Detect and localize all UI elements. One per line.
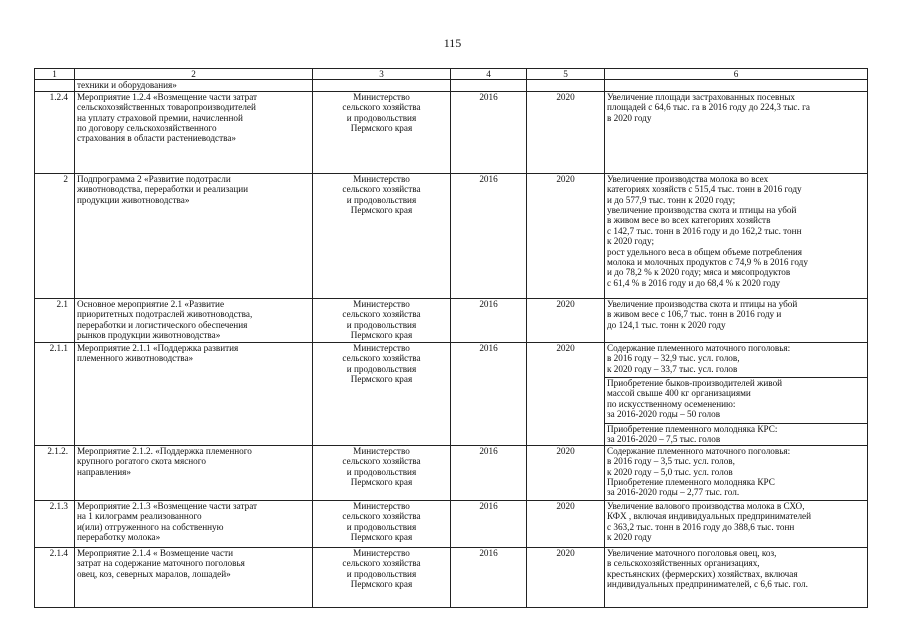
cell-line: Подпрограмма 2 «Развитие подотрасли bbox=[77, 173, 231, 184]
table-row bbox=[35, 342, 868, 445]
cell-line: увеличение производства скота и птицы на убой bbox=[607, 205, 797, 216]
cell-line: Пермского края bbox=[350, 374, 413, 385]
cell-line: Мероприятие 2.1.3 «Возмещение части затрат bbox=[77, 500, 258, 511]
cell-line: Министерство bbox=[353, 500, 410, 511]
cell-line: Увеличение площади застрахованных посевных bbox=[607, 91, 796, 102]
cell-line: с 61,4 % в 2016 году и до 68,4 % к 2020 году bbox=[607, 277, 781, 288]
row-organization bbox=[313, 342, 451, 445]
cell-line: племенного животноводства» bbox=[77, 353, 194, 364]
cell-line: в живом весе с 106,7 тыс. тонн в 2016 году и bbox=[607, 309, 782, 320]
row-name bbox=[75, 445, 313, 500]
row-name bbox=[75, 547, 313, 607]
cell-line: Увеличение производства скота и птицы на убой bbox=[607, 298, 798, 309]
row-organization bbox=[313, 91, 451, 173]
cell-line: за 2016-2020 – 7,5 тыс. голов bbox=[607, 434, 721, 445]
cell-line: овец, коз, северных маралов, лошадей» bbox=[77, 568, 231, 579]
cell-line: сельского хозяйства bbox=[342, 102, 421, 113]
row-start-year: 2016 bbox=[451, 500, 527, 547]
row-end-year: 2020 bbox=[527, 500, 605, 547]
row-start-year: 2016 bbox=[451, 91, 527, 173]
row-organization bbox=[313, 173, 451, 298]
row-end-year: 2020 bbox=[527, 298, 605, 342]
cell-line: Мероприятие 1.2.4 «Возмещение части затрат bbox=[77, 91, 258, 102]
row-organization bbox=[313, 298, 451, 342]
cell-line: сельского хозяйства bbox=[342, 456, 421, 467]
row-code: 2 bbox=[35, 173, 75, 298]
cell-line: рост удельного веса в общем объеме потребления bbox=[607, 246, 803, 257]
row-name bbox=[75, 500, 313, 547]
cell-line: в живом весе во всех категориях хозяйств bbox=[607, 215, 771, 226]
cell-line: сельского хозяйства bbox=[342, 309, 421, 320]
row-result bbox=[605, 173, 868, 298]
program-table bbox=[34, 68, 868, 608]
cell-line: к 2020 году; bbox=[607, 236, 654, 247]
cell-line: Пермского края bbox=[350, 532, 413, 543]
row-result bbox=[605, 298, 868, 342]
cell-line: к 2020 году – 5,0 тыс. усл. голов bbox=[607, 466, 733, 477]
cell-line: площадей с 64,6 тыс. га в 2016 году до 224,3 тыс. га bbox=[607, 102, 810, 113]
row-start-year: 2016 bbox=[451, 342, 527, 445]
header-cell: 6 bbox=[605, 69, 868, 80]
cell-line: Пермского края bbox=[350, 330, 413, 341]
cell-line: Приобретение племенного молодняка КРС bbox=[607, 477, 775, 488]
row-code: 2.1.4 bbox=[35, 547, 75, 607]
cell-line: Увеличение производства молока во всех bbox=[607, 173, 769, 184]
cell-line: и до 78,2 % к 2020 году; мяса и мясопродуктов bbox=[607, 267, 791, 278]
cell-line: Пермского края bbox=[350, 123, 413, 134]
row-code: 2.1 bbox=[35, 298, 75, 342]
cell-line: Министерство bbox=[353, 342, 410, 353]
cell-line: Пермского края bbox=[350, 205, 413, 216]
result-block bbox=[607, 92, 865, 123]
cell-line: в 2020 году bbox=[607, 112, 652, 123]
cell-line: Приобретение быков-производителей живой bbox=[607, 378, 783, 389]
cell-line: за 2016-2020 годы – 50 голов bbox=[607, 409, 721, 420]
row-name bbox=[75, 173, 313, 298]
cell-line: Министерство bbox=[353, 547, 410, 558]
continuation-row bbox=[35, 80, 868, 91]
cell-line: категориях хозяйств с 515,4 тыс. тонн в 2016 году bbox=[607, 184, 802, 195]
row-name bbox=[75, 298, 313, 342]
row-result bbox=[605, 91, 868, 173]
row-end-year: 2020 bbox=[527, 91, 605, 173]
table-row bbox=[35, 445, 868, 500]
cell-line: сельского хозяйства bbox=[342, 184, 421, 195]
cell-line: Содержание племенного маточного поголовья: bbox=[607, 342, 791, 353]
table-row bbox=[35, 547, 868, 607]
row-code: 1.2.4 bbox=[35, 91, 75, 173]
cell-line: в 2016 году – 32,9 тыс. усл. голов, bbox=[607, 353, 740, 364]
cell-line: на 1 килограмм реализованного bbox=[77, 511, 202, 522]
result-block bbox=[605, 377, 867, 420]
cell-line: и продовольствия bbox=[346, 112, 417, 123]
row-name bbox=[75, 342, 313, 445]
row-organization bbox=[313, 500, 451, 547]
cell-line: в 2016 году – 3,5 тыс. усл. голов, bbox=[607, 456, 735, 467]
cell-line: и продовольствия bbox=[346, 363, 417, 374]
row-organization bbox=[313, 445, 451, 500]
result-block bbox=[607, 299, 865, 330]
cell-line: рынков продукции животноводства» bbox=[77, 330, 221, 341]
page-number: 115 bbox=[443, 36, 462, 50]
cell-line: к 2020 году bbox=[607, 532, 652, 543]
cell-line: и продовольствия bbox=[346, 568, 417, 579]
header-cell: 5 bbox=[527, 69, 605, 80]
cell-line: Содержание племенного маточного поголовья: bbox=[607, 445, 791, 456]
row-end-year: 2020 bbox=[527, 342, 605, 445]
row-organization bbox=[313, 547, 451, 607]
result-block bbox=[607, 343, 865, 374]
table-row bbox=[35, 298, 868, 342]
header-cell: 2 bbox=[75, 69, 313, 80]
table-row bbox=[35, 173, 868, 298]
header-row bbox=[35, 69, 868, 80]
cell-line: до 124,1 тыс. тонн к 2020 году bbox=[607, 319, 726, 330]
cell-line: животноводства, переработки и реализации bbox=[77, 184, 249, 195]
cell-line: Мероприятие 2.1.4 « Возмещение части bbox=[77, 547, 234, 558]
result-block bbox=[605, 423, 867, 445]
cell-line: в сельскохозяйственных организациях, bbox=[607, 558, 760, 569]
header-cell: 1 bbox=[35, 69, 75, 80]
result-block bbox=[607, 548, 865, 590]
cell-line: Увеличение маточного поголовья овец, коз, bbox=[607, 547, 777, 558]
cell-line: молока и молочных продуктов с 74,9 % в 2016 году bbox=[607, 257, 808, 268]
cell-line: массой свыше 400 кг организациями bbox=[607, 388, 751, 399]
cell-line: по искусственному осеменению: bbox=[607, 398, 736, 409]
cell-line: и продовольствия bbox=[346, 521, 417, 532]
cell-line: Основное мероприятие 2.1 «Развитие bbox=[77, 298, 225, 309]
row-end-year: 2020 bbox=[527, 445, 605, 500]
row-start-year: 2016 bbox=[451, 298, 527, 342]
cell-line: сельского хозяйства bbox=[342, 353, 421, 364]
result-block bbox=[607, 446, 865, 498]
result-block bbox=[607, 174, 865, 288]
cell-line: и продовольствия bbox=[346, 194, 417, 205]
row-code: 2.1.2. bbox=[35, 445, 75, 500]
cell-line: крестьянских (фермерских) хозяйствах, включая bbox=[607, 568, 798, 579]
header-cell: 4 bbox=[451, 69, 527, 80]
cell-line: приоритетных подотраслей животноводства, bbox=[77, 309, 253, 320]
row-code: 2.1.1 bbox=[35, 342, 75, 445]
cell-line: страхования в области растениеводства» bbox=[77, 133, 237, 144]
row-start-year: 2016 bbox=[451, 445, 527, 500]
cell-line: продукции животноводства» bbox=[77, 194, 190, 205]
cell-line: Министерство bbox=[353, 298, 410, 309]
cell-line: Увеличение валового производства молока в СХО, bbox=[607, 500, 805, 511]
cell-line: и продовольствия bbox=[346, 319, 417, 330]
cell-line: сельского хозяйства bbox=[342, 511, 421, 522]
row-start-year: 2016 bbox=[451, 547, 527, 607]
cell-line: и до 577,9 тыс. тонн к 2020 году; bbox=[607, 194, 736, 205]
row-result bbox=[605, 500, 868, 547]
cell-line: за 2016-2020 годы – 2,77 тыс. гол. bbox=[607, 487, 740, 498]
cell-line: Мероприятие 2.1.2. «Поддержка племенного bbox=[77, 445, 252, 456]
continuation-text: техники и оборудования» bbox=[75, 80, 313, 91]
row-start-year: 2016 bbox=[451, 173, 527, 298]
row-code: 2.1.3 bbox=[35, 500, 75, 547]
row-result bbox=[605, 445, 868, 500]
cell-line: Пермского края bbox=[350, 477, 413, 488]
result-block bbox=[607, 501, 865, 543]
cell-line: переработку молока» bbox=[77, 532, 161, 543]
row-end-year: 2020 bbox=[527, 173, 605, 298]
table-row bbox=[35, 500, 868, 547]
cell-line: с 363,2 тыс. тонн в 2016 году до 388,6 тыс. тонн bbox=[607, 521, 795, 532]
cell-line: Министерство bbox=[353, 173, 410, 184]
row-end-year: 2020 bbox=[527, 547, 605, 607]
cell-line: Пермского края bbox=[350, 579, 413, 590]
cell-line: направления» bbox=[77, 466, 131, 477]
cell-line: Министерство bbox=[353, 445, 410, 456]
header-cell: 3 bbox=[313, 69, 451, 80]
cell-line: индивидуальных предпринимателей, с 6,6 тыс. гол. bbox=[607, 579, 808, 590]
cell-line: Мероприятие 2.1.1 «Поддержка развития bbox=[77, 342, 239, 353]
cell-line: Министерство bbox=[353, 91, 410, 102]
row-result bbox=[605, 547, 868, 607]
cell-line: КФХ , включая индивидуальных предпринимателей bbox=[607, 511, 812, 522]
row-result bbox=[605, 342, 868, 445]
cell-line: с 142,7 тыс. тонн в 2016 году и до 162,2 тыс. тонн bbox=[607, 225, 802, 236]
cell-line: Приобретение племенного молодняка КРС: bbox=[607, 423, 778, 434]
cell-line: и продовольствия bbox=[346, 466, 417, 477]
row-name bbox=[75, 91, 313, 173]
cell-line: на уплату страховой премии, начисленной bbox=[77, 112, 243, 123]
cell-line: к 2020 году – 33,7 тыс. усл. голов bbox=[607, 363, 738, 374]
table-row bbox=[35, 91, 868, 173]
cell-line: сельскохозяйственных товаропроизводителей bbox=[77, 102, 256, 113]
cell-line: по договору сельскохозяйственного bbox=[77, 123, 217, 134]
cell-line: затрат на содержание маточного поголовья bbox=[77, 558, 245, 569]
cell-line: крупного рогатого скота мясного bbox=[77, 456, 206, 467]
cell-line: и(или) отгруженного на собственную bbox=[77, 521, 224, 532]
cell-line: переработки и логистического обеспечения bbox=[77, 319, 248, 330]
cell-line: сельского хозяйства bbox=[342, 558, 421, 569]
